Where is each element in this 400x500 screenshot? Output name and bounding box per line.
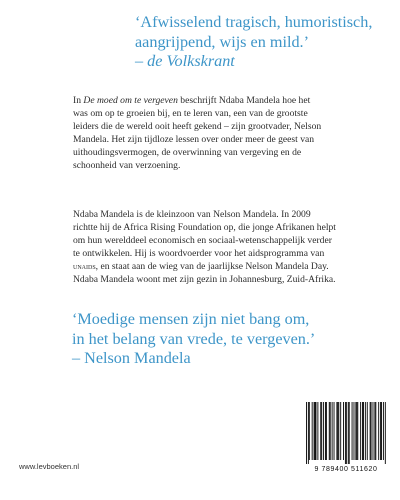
barcode-number: 9 789400 511620 bbox=[314, 466, 378, 473]
barcode-bar bbox=[312, 402, 313, 460]
barcode-bar bbox=[336, 402, 337, 460]
barcode-bar bbox=[317, 402, 318, 460]
bottom-quote bbox=[72, 310, 392, 369]
barcode-bar bbox=[325, 402, 326, 460]
description-line-2: was om op te groeien bij, en te leren van, een van de grootste bbox=[73, 108, 308, 119]
barcode-bar bbox=[334, 402, 335, 460]
attribution-dash: – bbox=[135, 52, 148, 70]
barcode-bar bbox=[338, 402, 339, 460]
barcode-bar bbox=[348, 402, 349, 464]
barcode-bar bbox=[371, 402, 372, 460]
barcode-bar bbox=[375, 402, 376, 460]
barcode-bar bbox=[381, 402, 382, 460]
description-line-1-end: beschrijft Ndaba Mandela hoe het bbox=[177, 95, 311, 106]
bio-line-1: Ndaba Mandela is de kleinzoon van Nelson Mandela. In 2009 bbox=[73, 209, 311, 220]
top-quote-line-2: aangrijpend, wijs en mild.’ bbox=[135, 32, 309, 51]
book-description bbox=[73, 94, 363, 172]
barcode-bar bbox=[360, 402, 361, 460]
book-title: De moed om te vergeven bbox=[83, 95, 178, 106]
barcode-bar bbox=[306, 402, 307, 464]
barcode-bar bbox=[320, 402, 321, 460]
bio-line-5 bbox=[73, 260, 363, 273]
barcode-bar bbox=[373, 402, 374, 460]
barcode-bar bbox=[315, 402, 316, 460]
top-quote-attribution bbox=[135, 52, 393, 72]
barcode-bars bbox=[302, 400, 390, 464]
barcode-bar bbox=[340, 402, 341, 460]
barcode-bar bbox=[343, 402, 344, 460]
barcode-bar bbox=[363, 402, 364, 460]
isbn-barcode bbox=[302, 400, 390, 482]
barcode-bar bbox=[370, 402, 371, 460]
publisher-website: www.levboeken.nl bbox=[19, 462, 80, 471]
barcode-bar bbox=[337, 402, 338, 460]
barcode-bar bbox=[356, 402, 357, 460]
barcode-bar bbox=[383, 402, 384, 460]
barcode-bar bbox=[380, 402, 381, 460]
barcode-bar bbox=[355, 402, 356, 460]
barcode-bar bbox=[374, 402, 375, 460]
barcode-bar bbox=[332, 402, 333, 460]
barcode-bar bbox=[378, 402, 379, 460]
barcode-bar bbox=[362, 402, 363, 460]
bio-line-3: om hun werelddeel economisch en sociaal-wetenschappelijk verder bbox=[73, 235, 332, 246]
barcode-bar bbox=[345, 402, 346, 464]
bottom-quote-line-1: ‘Moedige mensen zijn niet bang om, bbox=[72, 310, 310, 328]
description-line-5: uithoudingsvermogen, de overwinning van vergeving en de bbox=[73, 147, 302, 158]
description-line-4: Mandela. Het zijn tijdloze lessen over onder meer de geest van bbox=[73, 134, 315, 145]
description-line-3: leiders die de wereld ooit heeft gekend – zijn grootvader, Nelson bbox=[73, 121, 322, 132]
bottom-quote-attribution: – Nelson Mandela bbox=[72, 349, 191, 367]
barcode-bar bbox=[314, 402, 315, 460]
barcode-bar bbox=[321, 402, 322, 460]
attribution-source: de Volkskrant bbox=[147, 52, 235, 70]
barcode-bar bbox=[357, 402, 358, 460]
bio-line-2: richtte hij de Africa Rising Foundation op, die jonge Afrikanen helpt bbox=[73, 222, 336, 233]
barcode-bar bbox=[330, 402, 331, 460]
barcode-bar bbox=[346, 402, 347, 464]
barcode-bar bbox=[308, 402, 309, 464]
barcode-bar bbox=[309, 402, 310, 460]
top-quote-line-1: ‘Afwisselend tragisch, humoristisch, bbox=[135, 13, 373, 31]
bio-line-6: Ndaba Mandela woont met zijn gezin in Johannesburg, Zuid-Afrika. bbox=[73, 274, 336, 285]
barcode-bar bbox=[354, 402, 355, 460]
unaids-abbreviation: unaids bbox=[73, 261, 96, 271]
description-line-6: schoonheid van verzoening. bbox=[73, 160, 181, 171]
description-line-1-start: In bbox=[73, 95, 84, 106]
top-quote bbox=[135, 13, 393, 72]
barcode-bar bbox=[329, 402, 330, 460]
description-line-1 bbox=[73, 94, 363, 107]
barcode-bar bbox=[365, 402, 366, 460]
barcode-bar bbox=[349, 402, 350, 464]
barcode-bar bbox=[367, 402, 368, 460]
bottom-quote-line-2: in het belang van vrede, te vergeven.’ bbox=[72, 329, 316, 348]
barcode-bar bbox=[352, 402, 353, 460]
bio-line-5-rest: , en staat aan de wieg van de jaarlijkse Nelson Mandela Day. bbox=[95, 261, 329, 272]
barcode-bar bbox=[326, 402, 327, 460]
barcode-bar bbox=[316, 402, 317, 460]
author-bio bbox=[73, 208, 363, 286]
barcode-bar bbox=[385, 402, 386, 464]
barcode-bar bbox=[323, 402, 324, 460]
bio-line-4: te ontwikkelen. Hij is woordvoerder voor het aidsprogramma van bbox=[73, 248, 325, 259]
